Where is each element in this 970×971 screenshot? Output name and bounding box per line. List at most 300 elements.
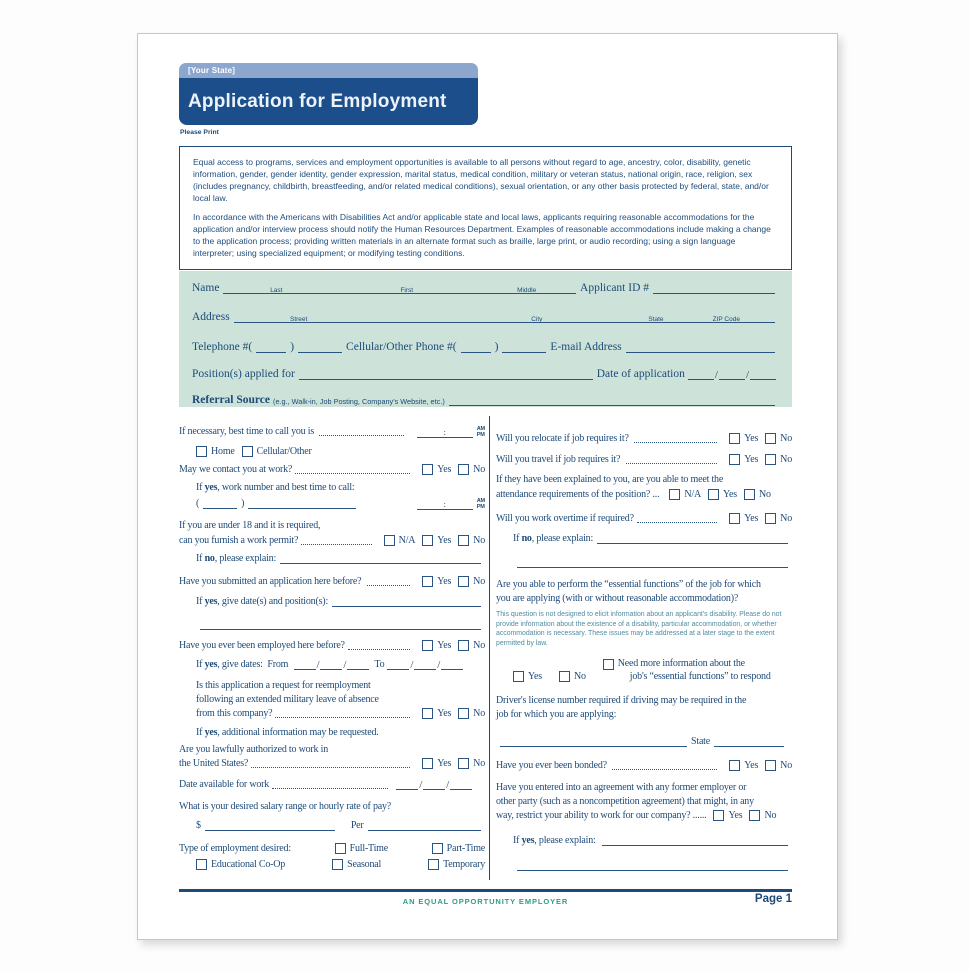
equal-opportunity-employer-label: AN EQUAL OPPORTUNITY EMPLOYER [402,897,569,906]
checkbox-label: N/A [398,535,416,546]
checkbox-option[interactable] [708,489,737,501]
checkbox-option[interactable] [729,454,758,466]
checkbox-label: No [573,671,586,683]
checkbox-label: Yes [437,640,452,651]
checkbox-option[interactable] [196,859,285,871]
checkbox[interactable] [196,446,207,457]
eeo-notice-paragraph-1: Equal access to programs, services and employment opportunities is available to all persons without regard to age, ancestry, color, disability, genetic information, gender, gender identity, gender expression, marital status, medical condition, military or veteran status, national origin, race, religion, sex (includes pregnancy, childbirth, breastfeeding, and/or related medical conditions), sexual orientation, or any other basis protected by federal, state, and/or local law. [193,157,769,204]
question-text: , give date(s) and position(s): [217,596,329,607]
paren-open: ( [452,341,457,353]
checkbox-label: No [473,464,485,475]
fill-line[interactable] [602,837,788,846]
question-text: from this company? [196,708,273,719]
checkbox[interactable] [422,640,433,651]
spacer [285,870,325,871]
checkbox[interactable] [708,489,719,500]
form-row [496,795,792,808]
eeo-notice-box [179,146,792,270]
fill-line[interactable] [368,822,481,831]
date-field[interactable]: / / [293,659,371,671]
checkbox-option[interactable] [458,576,485,588]
question-text: Are you lawfully authorized to work in [179,744,329,755]
form-row [496,694,792,707]
form-row [496,862,792,872]
dotted-leader [319,427,403,436]
address-label: Address [192,311,230,323]
question-text: , please explain: [214,553,277,564]
questions-left-column [179,418,485,871]
checkbox-option[interactable] [335,843,388,855]
question-text: , please explain: [531,533,594,544]
checkbox-option[interactable] [603,658,771,683]
checkbox-option[interactable] [458,464,485,476]
form-row [179,693,485,706]
form-row [179,859,485,871]
checkbox[interactable] [422,758,433,769]
checkbox[interactable] [765,760,776,771]
form-row [179,575,485,588]
checkbox[interactable] [729,433,740,444]
checkbox-label: No [473,640,485,651]
applicant-id-label: Applicant ID # [580,282,649,294]
question-text: ( [196,498,200,509]
checkbox-option[interactable] [242,446,312,458]
form-row [179,757,485,770]
checkbox-label [618,658,771,683]
question-text: If [513,533,522,544]
form-row [496,578,792,591]
time-line[interactable]: : [417,500,473,510]
checkbox-label: Yes [528,671,542,683]
checkbox[interactable] [422,535,433,546]
form-row [179,552,485,565]
question-text: , give dates: From [217,659,291,670]
question-text: Is this application a request for reemployment [196,680,371,691]
question-text: If [196,553,205,564]
question-text: Will you work overtime if required? [496,513,634,524]
checkbox-label: No [780,454,792,465]
question-text: Are you able to perform the “essential functions” of the job for which [496,579,761,590]
question-text-bold: yes [204,727,218,738]
am-pm-label [477,498,485,510]
state-tag: [Your State] [179,63,478,78]
name-input-line[interactable] [223,285,576,294]
question-text: $ [196,820,201,831]
question-text: If [196,727,205,738]
address-sub-city: City [531,316,543,323]
form-row [496,559,792,569]
checkbox-option[interactable] [765,513,792,525]
question-text: Have you ever been employed here before? [179,640,345,651]
question-text-bold: no [204,553,215,564]
form-row [179,707,485,720]
question-text: What is your desired salary range or hourly rate of pay? [179,801,392,812]
form-row [496,453,792,466]
question-text: Have you ever been bonded? [496,760,610,772]
spacer [659,500,662,501]
application-form-page [137,33,838,940]
form-row [179,819,485,832]
spacer [339,831,351,832]
spacer [381,870,421,871]
form-row [496,809,792,822]
checkbox[interactable] [242,446,253,457]
checkbox[interactable] [729,454,740,465]
question-text: Have you entered into an agreement with any former employer or [496,782,747,794]
fill-line[interactable] [248,500,356,509]
dotted-leader [612,761,717,770]
dotted-leader [295,465,410,474]
phone-row [192,341,779,354]
checkbox-option[interactable] [458,708,485,720]
checkbox-label: No [780,513,792,524]
date-field[interactable]: / / [395,779,473,791]
form-row [496,592,792,605]
dotted-leader [348,641,410,650]
checkbox[interactable] [422,576,433,587]
application-date-label: Date of application [596,368,685,380]
time-field[interactable] [417,498,485,510]
checkbox-option[interactable] [422,576,451,588]
question-text: Driver's license number required if driving may be required in the [496,695,747,707]
question-text: Date available for work [179,779,270,790]
checkbox-option[interactable] [765,454,792,466]
paren-close: ) [290,341,295,353]
checkbox-label: Yes [723,489,737,500]
email-label: E-mail Address [550,341,622,353]
dotted-leader [301,536,371,545]
paren-close: ) [494,341,499,353]
referral-source-hint: (e.g., Walk-in, Job Posting, Company's Website, etc.) [273,397,445,406]
eeo-notice-paragraph-2: In accordance with the Americans with Disabilities Act and/or applicable state and local laws, applicants requiring reasonable accommodations for the application and/or interview process should notify the Human Resources Department. Examples of reasonable accommodations include making a change to the application process; providing written materials in an alternate format such as braille, large print, or audio recording; using a sign language interpreter; using specialized equipment; or modifying testing conditions. [193,212,771,259]
checkbox-option[interactable] [559,671,586,683]
cellular-label: Cellular/Other Phone # [346,341,453,353]
legal-note: This question is not designed to elicit information about an applicant's disability. Please do not provide information about the existence of a disability, particular accommodation, or whether accommodation is necessary. These issues may be addressed at a later stage to the extent permitted by law. [496,611,782,647]
checkbox-option[interactable] [458,535,485,547]
fill-line[interactable] [332,598,481,607]
question-text: If they have been explained to you, are you able to meet the [496,474,724,485]
question-text: attendance requirements of the position? ... [496,489,660,500]
checkbox-option[interactable] [384,535,416,547]
checkbox-label: Cellular/Other [256,446,312,457]
checkbox-label: Home [211,446,235,457]
spacer [360,509,408,510]
checkbox[interactable] [335,843,346,854]
spacer [388,854,425,855]
am-pm-label [477,426,485,438]
question-text: If [196,482,205,493]
checkbox-option[interactable] [432,843,485,855]
am-label: AM [476,498,485,504]
checkbox-label: Yes [744,454,759,465]
checkbox-label: Part-Time [446,843,486,854]
checkbox-label: No [764,810,777,822]
fill-line[interactable] [500,738,687,747]
fill-line[interactable] [597,535,788,544]
question-text: Will you travel if job requires it? [496,454,623,465]
form-row [179,842,485,855]
form-row [496,708,792,721]
question-text: can you furnish a work permit? [179,535,299,546]
question-text: Per [350,820,364,831]
checkbox-label: Yes [744,433,759,444]
checkbox-option[interactable] [422,464,451,476]
paren-open: ( [248,341,253,353]
checkbox-label: No [473,576,485,587]
position-row [192,368,779,381]
checkbox-label: No [758,489,771,500]
dotted-leader [637,514,717,523]
spacer [586,682,596,683]
checkbox[interactable] [559,671,570,682]
form-row [496,658,792,683]
checkbox-label: Seasonal [347,859,382,870]
question-text: If you are under 18 and it is required, [179,520,321,531]
checkbox-label: Educational Co-Op [211,859,286,870]
checkbox[interactable] [458,708,469,719]
checkbox-label: N/A [684,489,701,500]
checkbox-option[interactable] [749,810,776,822]
question-text-bold: yes [204,596,218,607]
checkbox-option[interactable] [196,446,235,458]
pm-label: PM [476,504,485,510]
checkbox-option[interactable] [422,535,451,547]
question-text: other party (such as a noncompetition agreement) that might, in any [496,796,754,808]
checkbox[interactable] [196,859,207,870]
checkbox-label: Yes [437,535,452,546]
date-field[interactable]: / / [386,659,464,671]
position-label: Position(s) applied for [192,368,295,380]
question-text: To [372,659,385,670]
form-header [179,63,478,125]
checkbox-label: Yes [744,760,759,772]
address-input-line[interactable] [234,314,775,323]
checkbox[interactable] [422,708,433,719]
question-text: following an extended military leave of absence [196,694,379,705]
fill-line[interactable] [714,738,784,747]
checkbox[interactable] [458,464,469,475]
question-text: way, restrict your ability to work for our company? ...... [496,810,707,822]
dotted-leader [634,434,717,443]
question-text-bold: yes [521,835,535,847]
checkbox[interactable] [729,760,740,771]
checkbox[interactable] [729,513,740,524]
pm-label: PM [476,432,485,438]
form-row [179,639,485,652]
checkbox-option[interactable] [422,640,451,652]
checkbox-label-line: Need more information about the [617,658,745,670]
fill-line[interactable] [517,559,788,568]
form-row [179,519,485,532]
form-title: Application for Employment [179,78,478,125]
checkbox-label: Yes [744,513,759,524]
dotted-leader [275,709,410,718]
questions-right-column [496,418,792,872]
telephone-line-2[interactable] [298,344,342,353]
form-row [179,463,485,476]
fill-line[interactable] [280,555,481,564]
checkbox-label: Yes [437,708,452,719]
checkbox[interactable] [458,758,469,769]
checkbox-label: No [473,708,485,719]
checkbox-option[interactable] [669,489,701,501]
checkbox-label: No [473,535,485,546]
checkbox-label: Yes [437,464,452,475]
question-text: , additional information may be requested. [217,727,379,738]
fill-line[interactable] [205,822,335,831]
checkbox-option[interactable] [729,433,758,445]
fill-line[interactable] [203,500,237,509]
name-sub-middle: Middle [517,287,537,294]
form-row [496,432,792,445]
checkbox-option[interactable] [428,859,485,871]
checkbox-option[interactable] [422,708,451,720]
question-text: Have you submitted an application here before? [179,576,364,587]
name-sub-first: First [400,287,414,294]
question-text-bold: yes [204,659,218,670]
checkbox-option[interactable] [458,640,485,652]
telephone-label: Telephone # [192,341,249,353]
telephone-line[interactable] [256,344,286,353]
position-line[interactable] [299,371,593,380]
cellular-line-2[interactable] [502,344,546,353]
question-text: the United States? [179,758,249,769]
checkbox[interactable] [513,671,524,682]
spacer [475,790,485,791]
checkbox-option[interactable] [332,859,381,871]
form-row [179,481,485,494]
form-row [179,595,485,608]
time-field[interactable] [417,426,485,438]
applicant-info-section [179,271,792,407]
form-row [179,621,485,631]
checkbox-label: Full-Time [349,843,388,854]
spacer [788,747,792,748]
question-text: you are applying (with or without reasonable accommodation)? [496,593,739,604]
page-number: Page 1 [754,893,792,905]
dotted-leader [626,455,718,464]
form-row [179,726,485,739]
checkbox[interactable] [744,489,755,500]
checkbox[interactable] [432,843,443,854]
form-row [496,532,792,545]
checkbox-label: No [473,758,485,769]
checkbox[interactable] [458,576,469,587]
question-text: If [513,835,522,847]
question-text: May we contact you at work? [179,464,293,475]
question-text: Will you relocate if job requires it? [496,433,632,444]
form-row [496,834,792,847]
checkbox-option[interactable] [458,758,485,770]
address-sub-street: Street [289,316,308,323]
email-line[interactable] [626,344,775,353]
name-sub-last: Last [270,287,283,294]
checkbox[interactable] [384,535,395,546]
form-row [179,425,485,438]
question-text-bold: no [521,533,532,544]
checkbox[interactable] [428,859,439,870]
question-text: If [196,596,205,607]
question-text: ) [241,498,245,509]
checkbox-option[interactable] [422,758,451,770]
checkbox[interactable] [765,433,776,444]
dotted-leader [367,577,411,586]
form-row [179,497,485,510]
form-row [179,446,485,458]
column-divider [489,416,490,880]
applicant-id-line[interactable] [653,285,775,294]
fill-line[interactable] [200,621,481,630]
application-date-field[interactable]: / / [687,369,777,381]
question-text: job for which you are applying: [496,709,617,721]
checkbox-label: No [780,433,792,444]
dotted-leader [251,759,410,768]
question-text: , please explain: [534,835,598,847]
checkbox[interactable] [422,464,433,475]
question-text: If necessary, best time to call you is [179,426,317,437]
form-row [179,679,485,692]
checkbox-option[interactable] [765,433,792,445]
form-row [496,473,792,486]
fill-line[interactable] [517,862,788,871]
checkbox-label: Yes [437,758,452,769]
checkbox[interactable] [713,810,724,821]
checkbox-option[interactable] [713,810,742,822]
checkbox[interactable] [669,489,680,500]
form-row [179,534,485,547]
time-line[interactable]: : [417,428,473,438]
checkbox[interactable] [458,640,469,651]
form-row [179,800,485,813]
form-row [496,735,792,748]
form-row [496,759,792,772]
question-text: , work number and best time to call: [217,482,355,493]
checkbox-option[interactable] [729,513,758,525]
address-sub-zip: ZIP Code [712,316,740,323]
referral-source-line[interactable] [449,397,775,406]
question-text-bold: yes [204,482,218,493]
referral-row [192,394,779,407]
question-text: If [196,659,205,670]
form-row [179,658,485,671]
name-label: Name [192,282,220,294]
name-row [192,282,779,295]
cellular-line[interactable] [461,344,491,353]
checkbox[interactable] [603,659,614,670]
checkbox[interactable] [765,454,776,465]
am-label: AM [476,426,485,432]
checkbox-option[interactable] [729,760,758,772]
checkbox[interactable] [765,513,776,524]
checkbox[interactable] [458,535,469,546]
checkbox-option[interactable] [744,489,771,501]
address-row [192,311,779,324]
checkbox-option[interactable] [765,760,792,772]
form-row [179,778,485,791]
checkbox-option[interactable] [513,671,542,683]
checkbox[interactable] [749,810,760,821]
spacer [291,854,328,855]
referral-source-label: Referral Source [192,394,271,406]
question-text: Type of employment desired: [179,843,291,854]
dotted-leader [272,780,388,789]
checkbox[interactable] [332,859,343,870]
questions-section [179,418,792,884]
address-sub-state: State [648,316,664,323]
checkbox-label-line: job's “essential functions” to respond [629,670,771,682]
checkbox-label: Yes [728,810,743,822]
form-row [496,512,792,525]
